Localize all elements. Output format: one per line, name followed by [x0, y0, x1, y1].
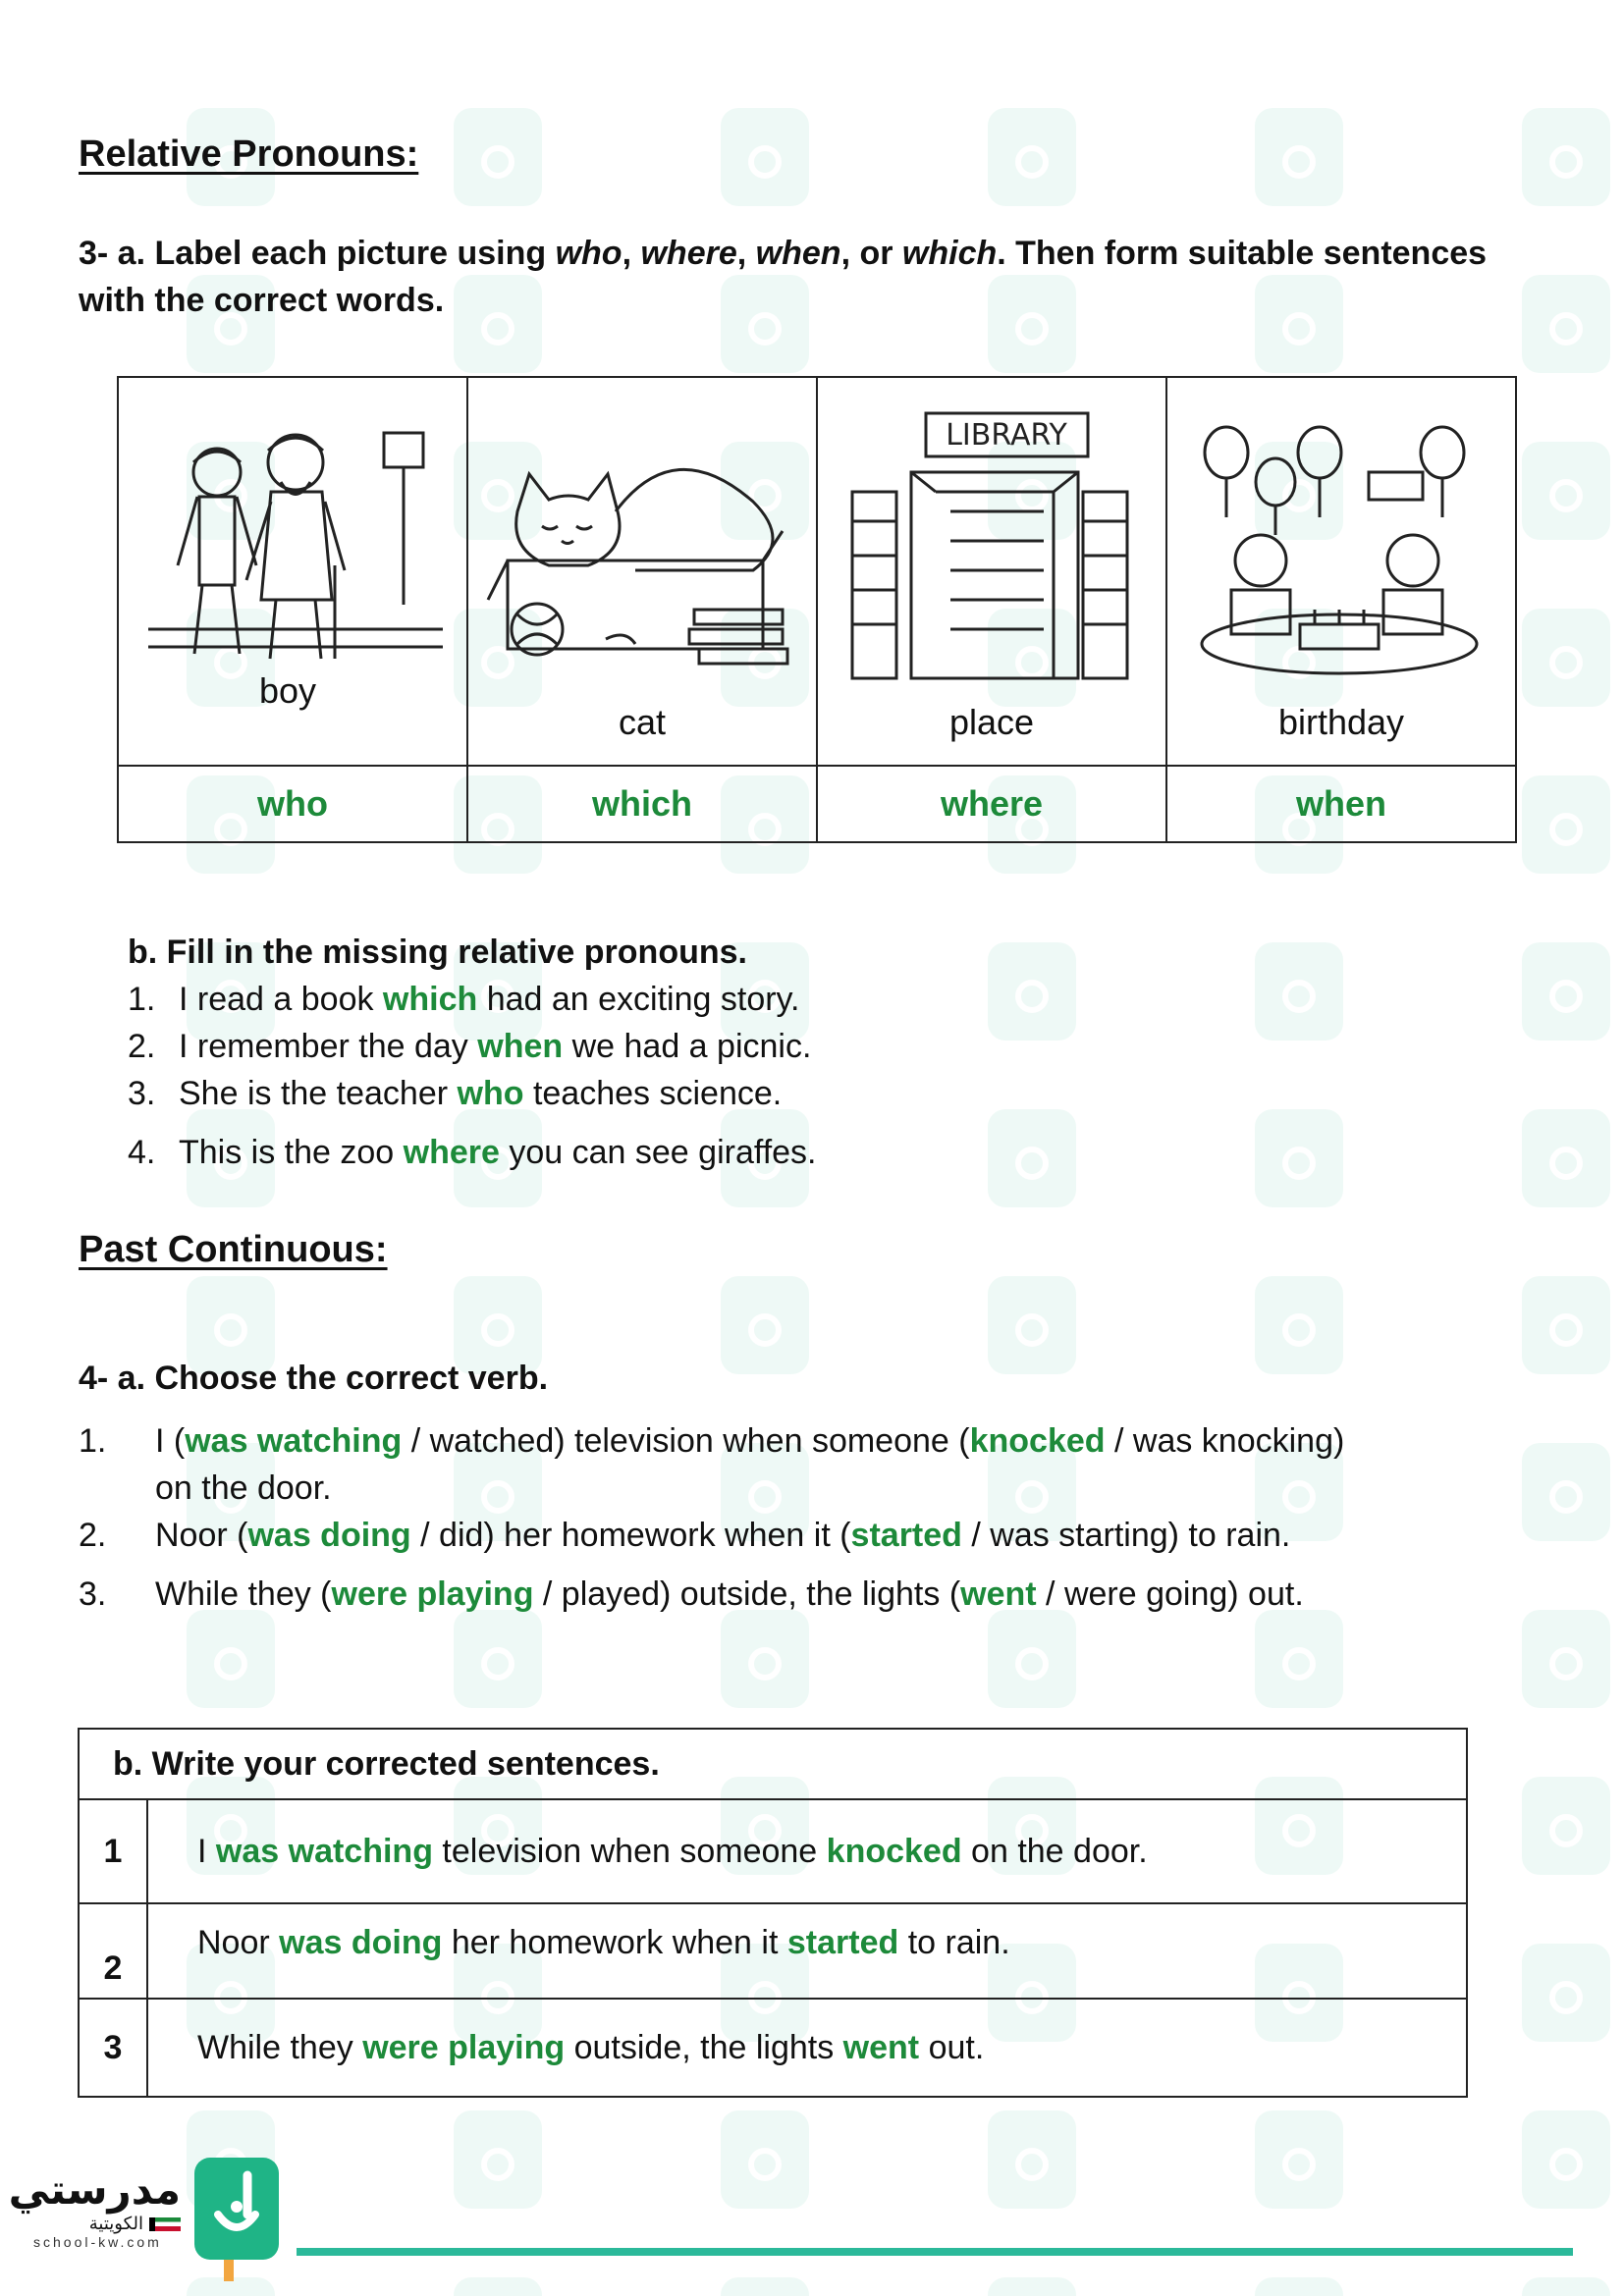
row-text: to rain.	[898, 1924, 1010, 1961]
watermark-logo-icon	[1522, 2110, 1610, 2209]
answer-cell	[467, 766, 817, 842]
instr-sep: , or	[840, 235, 902, 272]
instr-word: who	[555, 235, 623, 272]
partb-title: b. Fill in the missing relative pronouns.	[128, 934, 747, 971]
watermark-logo-icon	[1522, 1276, 1610, 1374]
instruction-4a: 4- a. Choose the correct verb.	[79, 1360, 549, 1397]
item-text: / watched) television when someone (	[402, 1422, 970, 1460]
item-text: I (	[155, 1422, 186, 1460]
picture-label-table	[117, 376, 1517, 843]
row-text: Noor	[197, 1924, 280, 1961]
brand-sub	[33, 2214, 181, 2234]
watermark-logo-icon	[1522, 1777, 1610, 1875]
watermark-logo-icon	[1255, 1109, 1343, 1207]
answer-cell	[118, 766, 467, 842]
row-text: outside, the lights	[565, 2028, 843, 2066]
item-body	[155, 1417, 1344, 1512]
row-text: her homework when it	[442, 1924, 787, 1961]
picture-label: cat	[618, 702, 667, 742]
watermark-logo-icon	[187, 1610, 275, 1708]
cat-in-box-drawing	[478, 394, 802, 688]
row-number: 2	[79, 1903, 147, 1999]
instr-text: 3- a. Label each picture using	[79, 235, 556, 272]
item-body	[155, 1512, 1290, 1559]
corrected-sentences-table	[78, 1728, 1468, 2098]
item-answer: where	[403, 1134, 500, 1171]
item-answer: when	[477, 1028, 564, 1065]
instruction-3a	[79, 230, 1610, 324]
watermark-logo-icon	[721, 1276, 809, 1374]
item-text: / played) outside, the lights (	[533, 1575, 961, 1613]
item-answer: were playing	[331, 1575, 534, 1613]
table-title: b. Write your corrected sentences.	[79, 1729, 1467, 1799]
picture-cell-boy	[118, 377, 467, 766]
item-text: Noor (	[155, 1517, 248, 1554]
row-text: While they	[197, 2028, 363, 2066]
brand-name: مدرستي	[8, 2166, 181, 2213]
item-text: you can see giraffes.	[499, 1134, 817, 1171]
watermark-logo-icon	[721, 2277, 809, 2296]
item-text: / was knocking)	[1105, 1422, 1345, 1460]
item-number: 3.	[79, 1575, 107, 1613]
watermark-logo-icon	[1522, 1610, 1610, 1708]
instr-text: . Then form suitable sentences	[997, 235, 1488, 272]
table-row	[147, 1999, 1467, 2097]
watermark-logo-icon	[454, 108, 542, 206]
item-text: I read a book	[179, 981, 383, 1018]
instr-word: where	[640, 235, 737, 272]
list-item	[79, 1417, 1551, 1512]
row-answer: was watching	[215, 1832, 433, 1870]
list-item	[128, 1070, 1208, 1117]
item-number: 1.	[79, 1422, 107, 1460]
section-heading-past-continuous: Past Continuous:	[79, 1229, 388, 1270]
picture-cell-library	[817, 377, 1166, 766]
item-number: 1.	[128, 981, 156, 1018]
brand-url: school-kw.com	[33, 2234, 162, 2250]
row-answer: knocked	[826, 1832, 962, 1870]
watermark-logo-icon	[1522, 1109, 1610, 1207]
answer-word: where	[940, 783, 1044, 824]
table-row	[147, 1903, 1467, 1999]
watermark-logo-icon	[454, 2110, 542, 2209]
watermark-logo-icon	[1522, 2277, 1610, 2296]
fill-in-list	[128, 976, 1208, 1176]
answer-word: when	[1295, 783, 1386, 824]
row-text: out.	[919, 2028, 985, 2066]
answer-cell	[817, 766, 1166, 842]
watermark-logo-icon	[988, 2277, 1076, 2296]
watermark-logo-icon	[721, 1610, 809, 1708]
instr-sep: ,	[736, 235, 756, 272]
item-body	[155, 1571, 1304, 1618]
item-text: She is the teacher	[179, 1075, 458, 1112]
section-heading-relative-pronouns: Relative Pronouns:	[79, 133, 419, 175]
item-number: 2.	[128, 1028, 156, 1065]
watermark-logo-icon	[1522, 609, 1610, 707]
row-number: 3	[79, 1999, 147, 2097]
picture-label: boy	[258, 670, 317, 711]
row-answer: was doing	[279, 1924, 443, 1961]
instr-sep: ,	[622, 235, 641, 272]
watermark-logo-icon	[988, 1610, 1076, 1708]
picture-label: birthday	[1277, 702, 1405, 742]
library-sign: LIBRARY	[946, 418, 1067, 453]
item-text: I remember the day	[179, 1028, 478, 1065]
watermark-logo-icon	[721, 108, 809, 206]
item-text-line2: on the door.	[155, 1469, 332, 1507]
answer-word: which	[591, 783, 692, 824]
watermark-logo-icon	[1522, 775, 1610, 874]
item-text: had an exciting story.	[477, 981, 800, 1018]
watermark-logo-icon	[1522, 1944, 1610, 2042]
list-item	[79, 1571, 1551, 1618]
watermark-logo-icon	[1522, 108, 1610, 206]
list-item	[128, 1023, 1208, 1070]
boy-and-grandfather-drawing	[129, 394, 453, 688]
school-logo-icon	[192, 2156, 281, 2283]
watermark-logo-icon	[988, 108, 1076, 206]
item-number: 2.	[79, 1517, 107, 1554]
row-answer: went	[842, 2028, 920, 2066]
watermark-logo-icon	[454, 2277, 542, 2296]
choose-verb-list	[79, 1417, 1551, 1618]
item-text: teaches science.	[523, 1075, 783, 1112]
item-answer: started	[850, 1517, 962, 1554]
item-number: 4.	[128, 1134, 156, 1171]
watermark-logo-icon	[1255, 2277, 1343, 2296]
row-text: I	[197, 1832, 216, 1870]
list-item	[128, 976, 1208, 1023]
watermark-logo-icon	[988, 1276, 1076, 1374]
item-text: / were going) out.	[1036, 1575, 1304, 1613]
footer-rule	[297, 2248, 1573, 2256]
picture-label: place	[948, 702, 1035, 742]
item-text: / did) her homework when it (	[410, 1517, 851, 1554]
watermark-logo-icon	[1255, 1276, 1343, 1374]
brand-sub-text: الكويتية	[88, 2214, 143, 2233]
answer-word: who	[257, 783, 328, 824]
item-answer: was watching	[185, 1422, 403, 1460]
item-answer: who	[457, 1075, 524, 1112]
watermark-logo-icon	[1255, 2110, 1343, 2209]
kuwait-flag-icon	[149, 2217, 181, 2231]
footer-brand	[8, 2165, 181, 2250]
picture-cell-cat	[467, 377, 817, 766]
item-number: 3.	[128, 1075, 156, 1112]
birthday-party-drawing	[1177, 394, 1501, 688]
item-text: This is the zoo	[179, 1134, 404, 1171]
item-answer: knocked	[969, 1422, 1106, 1460]
watermark-logo-icon	[1255, 1610, 1343, 1708]
row-text: on the door.	[961, 1832, 1148, 1870]
watermark-logo-icon	[988, 2110, 1076, 2209]
item-text: / was starting) to rain.	[961, 1517, 1291, 1554]
item-answer: which	[382, 981, 478, 1018]
instr-text-line2: with the correct words.	[79, 282, 445, 319]
row-answer: were playing	[362, 2028, 566, 2066]
library-drawing	[828, 394, 1152, 688]
item-answer: went	[960, 1575, 1037, 1613]
instr-word: when	[755, 235, 841, 272]
watermark-logo-icon	[721, 2110, 809, 2209]
item-answer: was doing	[247, 1517, 411, 1554]
watermark-logo-icon	[1255, 108, 1343, 206]
list-item	[128, 1129, 1208, 1176]
row-text: television when someone	[432, 1832, 827, 1870]
picture-cell-birthday	[1166, 377, 1516, 766]
list-item	[79, 1512, 1551, 1559]
item-text: we had a picnic.	[563, 1028, 812, 1065]
watermark-logo-icon	[454, 1610, 542, 1708]
watermark-logo-icon	[1522, 942, 1610, 1041]
watermark-logo-icon	[1522, 442, 1610, 540]
table-row	[147, 1799, 1467, 1903]
row-answer: started	[786, 1924, 899, 1961]
instr-word: which	[901, 235, 998, 272]
row-number: 1	[79, 1799, 147, 1903]
answer-cell	[1166, 766, 1516, 842]
watermark-logo-icon	[1255, 942, 1343, 1041]
item-text: While they (	[155, 1575, 332, 1613]
